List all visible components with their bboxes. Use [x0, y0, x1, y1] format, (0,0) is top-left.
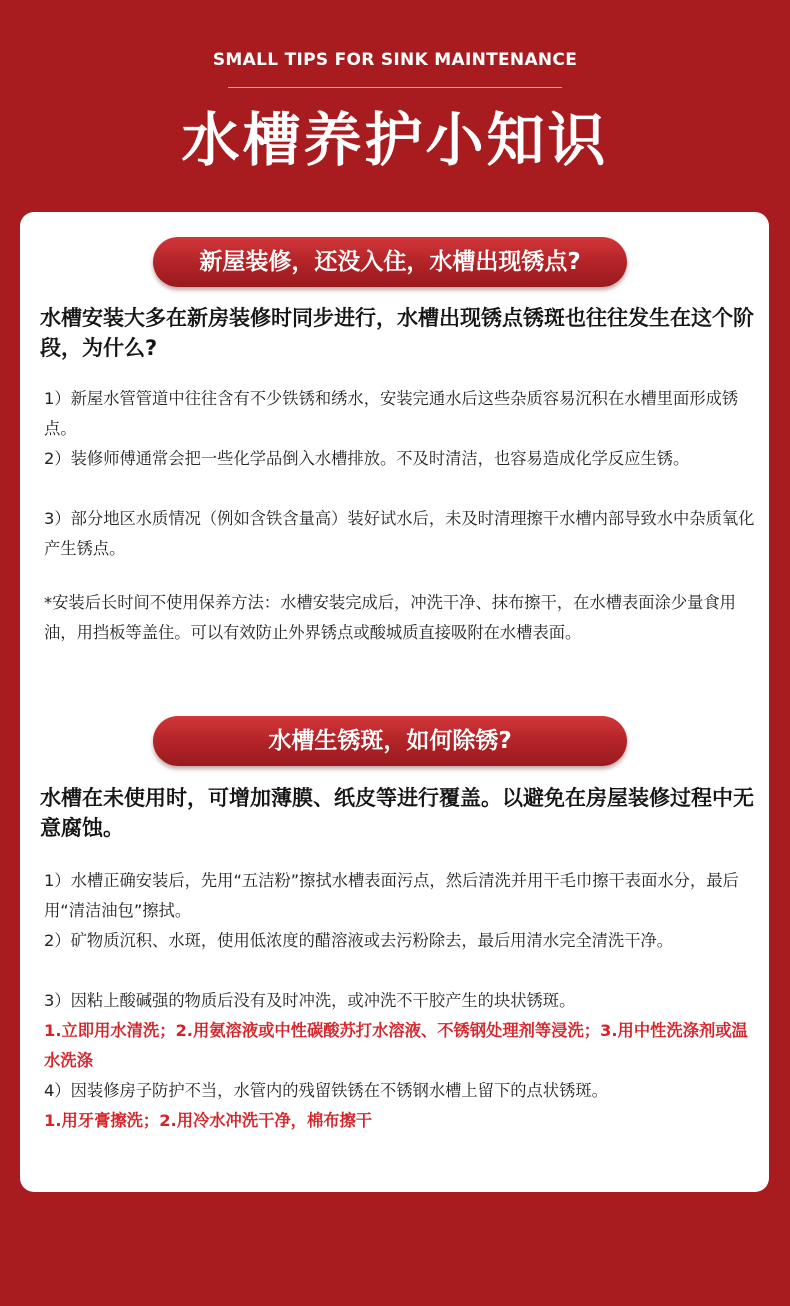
english-subtitle: SMALL TIPS FOR SINK MAINTENANCE: [212, 50, 578, 70]
section2-item-1: 1）水槽正确安装后，先用“五洁粉”擦拭水槽表面污点，然后清洗并用干毛巾擦干表面水分，最后用“清洁油包”擦拭。: [44, 871, 739, 920]
section2-item-3: 3）因粘上酸碱强的物质后没有及时冲洗，或冲洗不干胶产生的块状锈斑。: [44, 991, 576, 1010]
section1-item-2: 2）装修师傅通常会把一些化学品倒入水槽排放。不及时清洁，也容易造成化学反应生锈。: [44, 449, 690, 468]
section2-item-4: 4）因装修房子防护不当，水管内的残留铁锈在不锈钢水槽上留下的点状锈斑。: [44, 1081, 608, 1100]
header-divider: [228, 87, 562, 88]
page-header: [0, 0, 790, 212]
section1-heading: 新屋装修，还没入住，水槽出现锈点?: [153, 237, 627, 287]
section1-item-3: 3）部分地区水质情况（例如含铁含量高）装好试水后，未及时清理擦干水槽内部导致水中杂质氧化产生锈点。: [44, 509, 755, 558]
section2-item-3-fix: 1.立即用水清洗；2.用氨溶液或中性碳酸苏打水溶液、不锈钢处理剂等浸洗；3.用中性洗涤剂或温水洗涤: [44, 1021, 748, 1070]
section2-lead: 水槽在未使用时，可增加薄膜、纸皮等进行覆盖。以避免在房屋装修过程中无意腐蚀。: [40, 786, 754, 840]
content-card: [20, 212, 769, 1192]
section1-item-1: 1）新屋水管管道中往往含有不少铁锈和绣水，安装完通水后这些杂质容易沉积在水槽里面形成锈点。: [44, 389, 739, 438]
section1-lead: 水槽安装大多在新房装修时同步进行，水槽出现锈点锈斑也往往发生在这个阶段，为什么?: [40, 306, 754, 360]
section1-note: *安装后长时间不使用保养方法：水槽安装完成后，冲洗干净、抹布擦干，在水槽表面涂少量食用油，用挡板等盖住。可以有效防止外界锈点或酸城质直接吸附在水槽表面。: [44, 593, 736, 642]
section2-item-2: 2）矿物质沉积、水斑，使用低浓度的醋溶液或去污粉除去，最后用清水完全清洗干净。: [44, 931, 674, 950]
page-title: 水槽养护小知识: [181, 106, 609, 174]
section2-heading: 水槽生锈斑，如何除锈?: [153, 716, 627, 766]
section2-item-4-fix: 1.用牙膏擦洗；2.用冷水冲洗干净，棉布擦干: [44, 1111, 373, 1130]
